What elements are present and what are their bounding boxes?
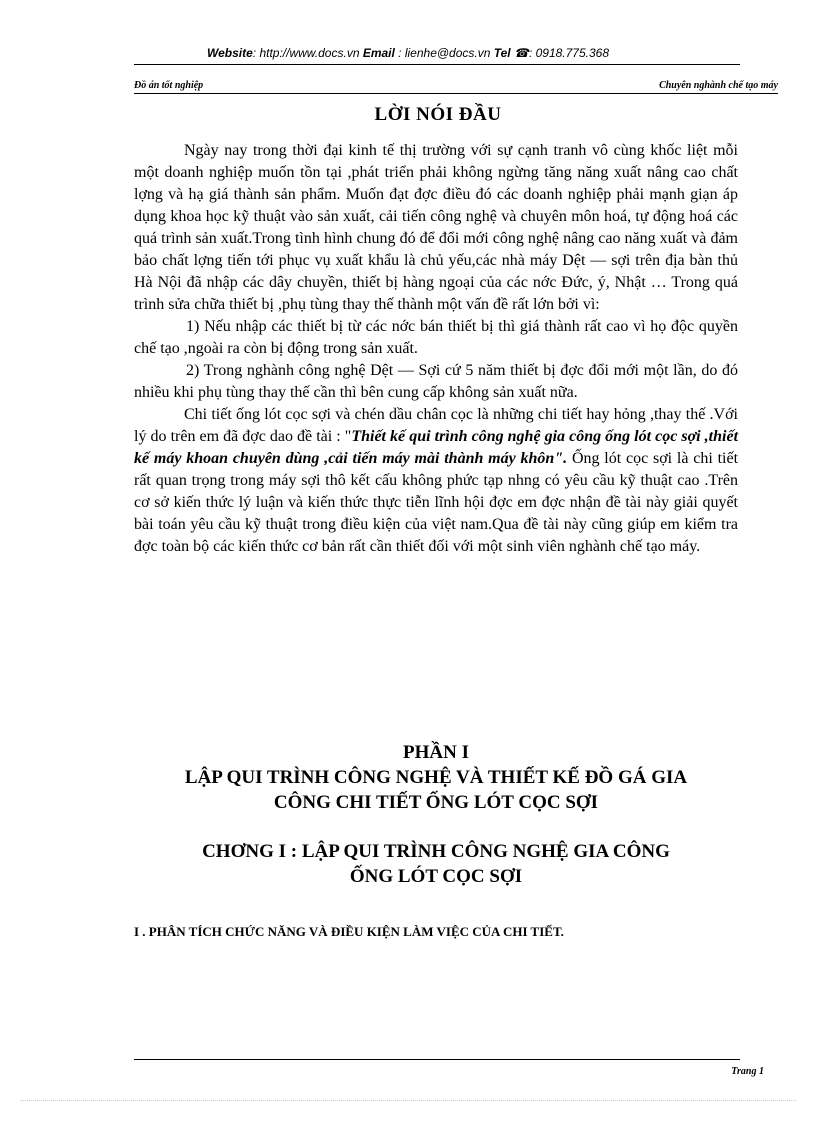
chapter-title-line-1: CHƠNG I : LẬP QUI TRÌNH CÔNG NGHỆ GIA CÔNG <box>202 841 670 862</box>
email-value[interactable]: : lienhe@docs.vn <box>394 46 494 60</box>
reason-one-paragraph: 1) Nếu nhập các thiết bị từ các nớc bán thiết bị thì giá thành rất cao vì họ độc quyền chế tạo ,ngoài ra còn bị động trong sản xuất. <box>134 318 738 357</box>
part-title-line-1: LẬP QUI TRÌNH CÔNG NGHỆ VÀ THIẾT KẾ ĐỒ GÁ GIA <box>184 767 688 788</box>
running-header-left: Đồ án tốt nghiệp <box>134 80 204 91</box>
topic-title-emphasis: Thiết kế qui trình công nghệ gia công ống lót cọc sợi ,thiết kế máy khoan chuyên dùng ,cải tiến máy mài thành máy khôn". <box>134 428 739 467</box>
intro-paragraph: Ngày nay trong thời đại kinh tế thị trường với sự cạnh tranh vô cùng khốc liệt mỗi một doanh nghiệp muốn tồn tại ,phát triển phải không ngừng tăng năng xuất nâng cao chất lợng và hạ giá thành sản phẩm. Muốn đạt đợc điều đó các doanh nghiệp phải mạnh giạn áp dụng khoa học kỹ thuật vào sản xuất, cải tiến công nghệ và chuyên môn hoá, tự động hoá các quá trình sản xuất.Trong tình hình chung đó để đổi mới công nghệ nâng cao năng xuất và đảm bảo chất lợng tiến tới phục vụ xuất khẩu là chủ yếu,các nhà máy Dệt — sợi trên địa bàn thủ Hà Nội đã nhập các dây chuyền, thiết bị hàng ngoại của các nớc Đức, ý, Nhật … Trong quá trình sửa chữa thiết bị ,phụ tùng thay thế thành một vấn đề rất lớn bởi vì: <box>134 142 738 313</box>
website-label: Website <box>206 46 253 60</box>
chapter-title-line-2: ỐNG LÓT CỌC SỢI <box>349 866 523 887</box>
part-title-line-2: CÔNG CHI TIẾT ỐNG LÓT CỌC SỢI <box>273 792 599 813</box>
document-title: LỜI NÓI ĐẦU <box>374 104 502 125</box>
part-label: PHẦN I <box>403 742 469 763</box>
section-heading: I . PHÂN TÍCH CHỨC NĂNG VÀ ĐIỀU KIỆN LÀM VIỆC CỦA CHI TIẾT. <box>134 924 564 939</box>
topic-intro-text: Chi tiết ống lót cọc sợi và chén dầu chân cọc là những chi tiết hay hỏng ,thay thế .Với lý do trên em đã đợc dao đề tài : " <box>134 406 738 445</box>
tel-label: Tel <box>493 46 511 60</box>
website-value[interactable]: : http://www.docs.vn <box>252 46 363 60</box>
body-text <box>134 140 738 558</box>
site-header <box>0 46 816 60</box>
footer-divider <box>134 1059 740 1060</box>
tel-value: ☎: 0918.775.368 <box>510 46 610 60</box>
page-number-label: Trang 1 <box>731 1066 764 1077</box>
email-label: Email <box>362 46 395 60</box>
running-header-right: Chuyên nghành chế tạo máy <box>659 80 778 91</box>
topic-closing-text: Ống lót cọc sợi là chi tiết rất quan trọng trong máy sợi thô kết cấu không phức tạp nhng có yêu cầu kỹ thuật cao .Trên cơ sở kiến thức lý luận và kiến thức thực tiễn lĩnh hội đợc em đợc nhận đề tài này giải quyết bài toán yêu cầu kỹ thuật trong điều kiện của việt nam.Qua đề tài này cũng giúp em kiểm tra đợc toàn bộ các kiến thức cơ bản rất cần thiết đối với một sinh viên nghành chế tạo máy. <box>134 450 739 555</box>
part-heading <box>134 740 738 815</box>
topic-paragraph <box>134 404 738 558</box>
chapter-heading <box>134 839 738 889</box>
reason-two-paragraph: 2) Trong nghành công nghệ Dệt — Sợi cứ 5 năm thiết bị đợc đổi mới một lần, do đó nhiều khi phụ tùng thay thế cần thì bên cung cấp không sản xuất nữa. <box>134 362 738 401</box>
header-divider <box>134 64 740 65</box>
running-header-divider <box>134 93 778 94</box>
page-bottom-border <box>20 1100 796 1101</box>
